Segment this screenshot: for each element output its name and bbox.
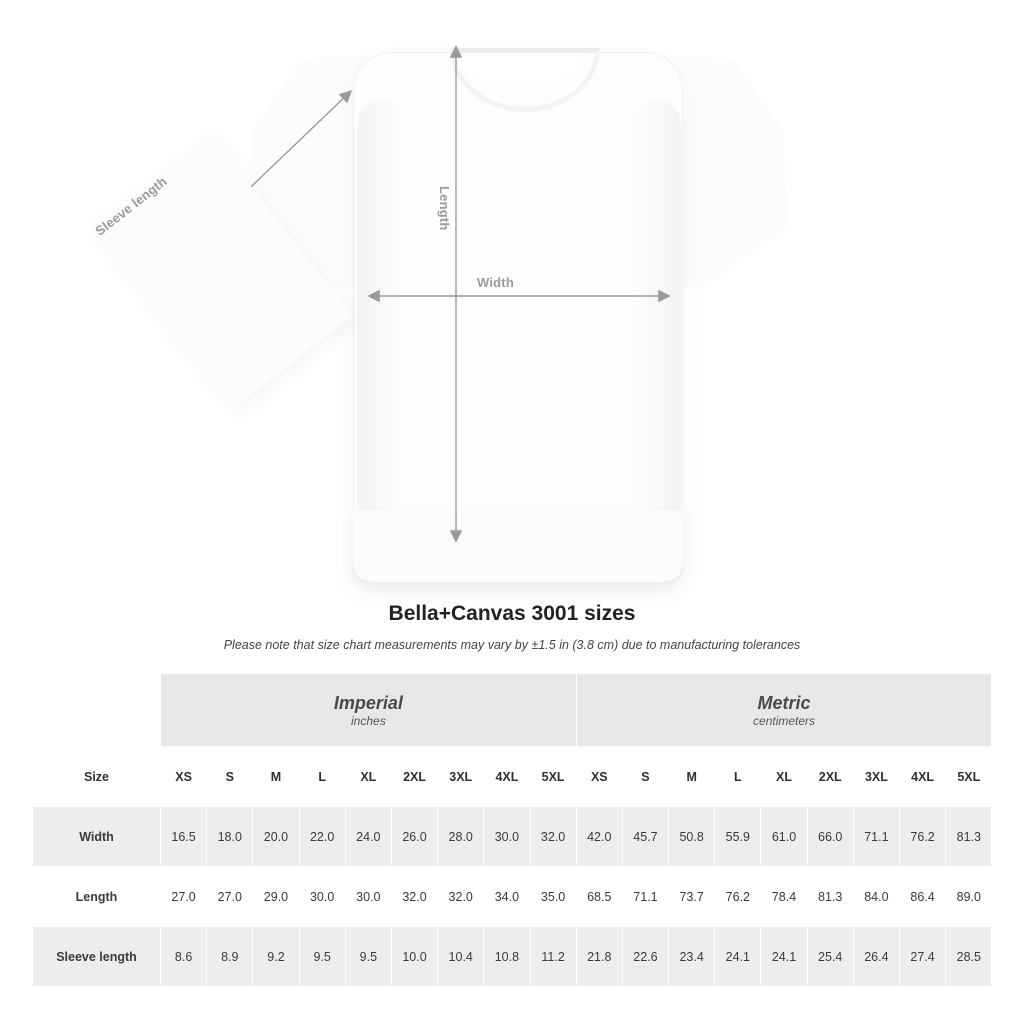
table-row bbox=[33, 867, 992, 927]
table-cell: 22.0 bbox=[299, 807, 345, 867]
chart-title: Bella+Canvas 3001 sizes bbox=[388, 602, 636, 625]
table-cell: 61.0 bbox=[761, 807, 807, 867]
unit-group-unit: centimeters bbox=[753, 714, 816, 729]
chart-note: Please note that size chart measurements may vary by ±1.5 in (3.8 cm) due to manufacturing tolerances bbox=[223, 638, 801, 652]
table-row bbox=[33, 927, 992, 987]
table-cell: 35.0 bbox=[530, 867, 576, 927]
table-cell: 24.0 bbox=[345, 807, 391, 867]
unit-group-header-imperial bbox=[161, 674, 577, 747]
table-cell: 86.4 bbox=[900, 867, 946, 927]
measure-label-width: Width bbox=[477, 275, 514, 290]
table-cell: 76.2 bbox=[900, 807, 946, 867]
table-cell: 30.0 bbox=[345, 867, 391, 927]
unit-header-row bbox=[33, 674, 992, 747]
table-cell: 34.0 bbox=[484, 867, 530, 927]
table-cell: 32.0 bbox=[530, 807, 576, 867]
table-cell: 18.0 bbox=[207, 807, 253, 867]
table-cell: 9.5 bbox=[345, 927, 391, 987]
table-cell: 84.0 bbox=[853, 867, 899, 927]
table-cell: 22.6 bbox=[622, 927, 668, 987]
table-cell: 10.4 bbox=[438, 927, 484, 987]
table-cell: 23.4 bbox=[669, 927, 715, 987]
table-cell: 10.0 bbox=[391, 927, 437, 987]
table-cell: 50.8 bbox=[669, 807, 715, 867]
table-cell: 71.1 bbox=[853, 807, 899, 867]
size-column-header: 3XL bbox=[853, 747, 899, 807]
size-chart-table-wrapper bbox=[32, 673, 992, 987]
row-header-size: Size bbox=[33, 747, 161, 807]
size-column-header: 4XL bbox=[900, 747, 946, 807]
size-column-header: 5XL bbox=[946, 747, 992, 807]
table-cell: 66.0 bbox=[807, 807, 853, 867]
table-cell: 27.0 bbox=[207, 867, 253, 927]
size-column-header: XS bbox=[161, 747, 207, 807]
size-column-header: S bbox=[622, 747, 668, 807]
unit-group-name: Metric bbox=[757, 692, 811, 713]
table-row bbox=[33, 807, 992, 867]
size-column-header: 4XL bbox=[484, 747, 530, 807]
size-column-header: 3XL bbox=[438, 747, 484, 807]
table-corner-cell bbox=[33, 674, 161, 747]
table-cell: 9.5 bbox=[299, 927, 345, 987]
table-cell: 21.8 bbox=[576, 927, 622, 987]
table-cell: 11.2 bbox=[530, 927, 576, 987]
table-cell: 27.0 bbox=[161, 867, 207, 927]
table-cell: 26.0 bbox=[391, 807, 437, 867]
table-cell: 9.2 bbox=[253, 927, 299, 987]
row-header-width: Width bbox=[33, 807, 161, 867]
size-column-header: L bbox=[715, 747, 761, 807]
table-cell: 25.4 bbox=[807, 927, 853, 987]
table-cell: 26.4 bbox=[853, 927, 899, 987]
size-column-header: 2XL bbox=[391, 747, 437, 807]
row-header-length: Length bbox=[33, 867, 161, 927]
table-cell: 45.7 bbox=[622, 807, 668, 867]
chart-header bbox=[0, 602, 1024, 652]
table-cell: 73.7 bbox=[669, 867, 715, 927]
size-column-header: XL bbox=[761, 747, 807, 807]
size-column-header: 5XL bbox=[530, 747, 576, 807]
table-cell: 30.0 bbox=[299, 867, 345, 927]
table-cell: 8.9 bbox=[207, 927, 253, 987]
table-cell: 28.0 bbox=[438, 807, 484, 867]
table-cell: 24.1 bbox=[761, 927, 807, 987]
table-cell: 16.5 bbox=[161, 807, 207, 867]
size-column-header: M bbox=[253, 747, 299, 807]
table-cell: 20.0 bbox=[253, 807, 299, 867]
table-cell: 30.0 bbox=[484, 807, 530, 867]
table-cell: 71.1 bbox=[622, 867, 668, 927]
table-cell: 81.3 bbox=[946, 807, 992, 867]
size-column-header: M bbox=[669, 747, 715, 807]
table-cell: 89.0 bbox=[946, 867, 992, 927]
table-cell: 76.2 bbox=[715, 867, 761, 927]
size-column-header: XS bbox=[576, 747, 622, 807]
size-column-header: 2XL bbox=[807, 747, 853, 807]
table-cell: 10.8 bbox=[484, 927, 530, 987]
measure-label-sleeve-length: Sleeve length bbox=[92, 134, 352, 408]
table-cell: 24.1 bbox=[715, 927, 761, 987]
table-cell: 55.9 bbox=[715, 807, 761, 867]
table-cell: 28.5 bbox=[946, 927, 992, 987]
table-cell: 81.3 bbox=[807, 867, 853, 927]
table-cell: 27.4 bbox=[900, 927, 946, 987]
unit-group-name: Imperial bbox=[333, 692, 403, 713]
size-column-header: L bbox=[299, 747, 345, 807]
table-cell: 32.0 bbox=[391, 867, 437, 927]
table-cell: 42.0 bbox=[576, 807, 622, 867]
table-cell: 78.4 bbox=[761, 867, 807, 927]
table-cell: 32.0 bbox=[438, 867, 484, 927]
size-chart-table bbox=[32, 673, 992, 987]
size-column-header: S bbox=[207, 747, 253, 807]
table-cell: 8.6 bbox=[161, 927, 207, 987]
size-column-header: XL bbox=[345, 747, 391, 807]
table-cell: 29.0 bbox=[253, 867, 299, 927]
table-cell: 68.5 bbox=[576, 867, 622, 927]
unit-group-header-metric bbox=[576, 674, 992, 747]
unit-group-unit: inches bbox=[351, 714, 386, 729]
size-header-row bbox=[33, 747, 992, 807]
row-header-sleeve-length: Sleeve length bbox=[33, 927, 161, 987]
measure-label-length: Length bbox=[437, 186, 452, 231]
